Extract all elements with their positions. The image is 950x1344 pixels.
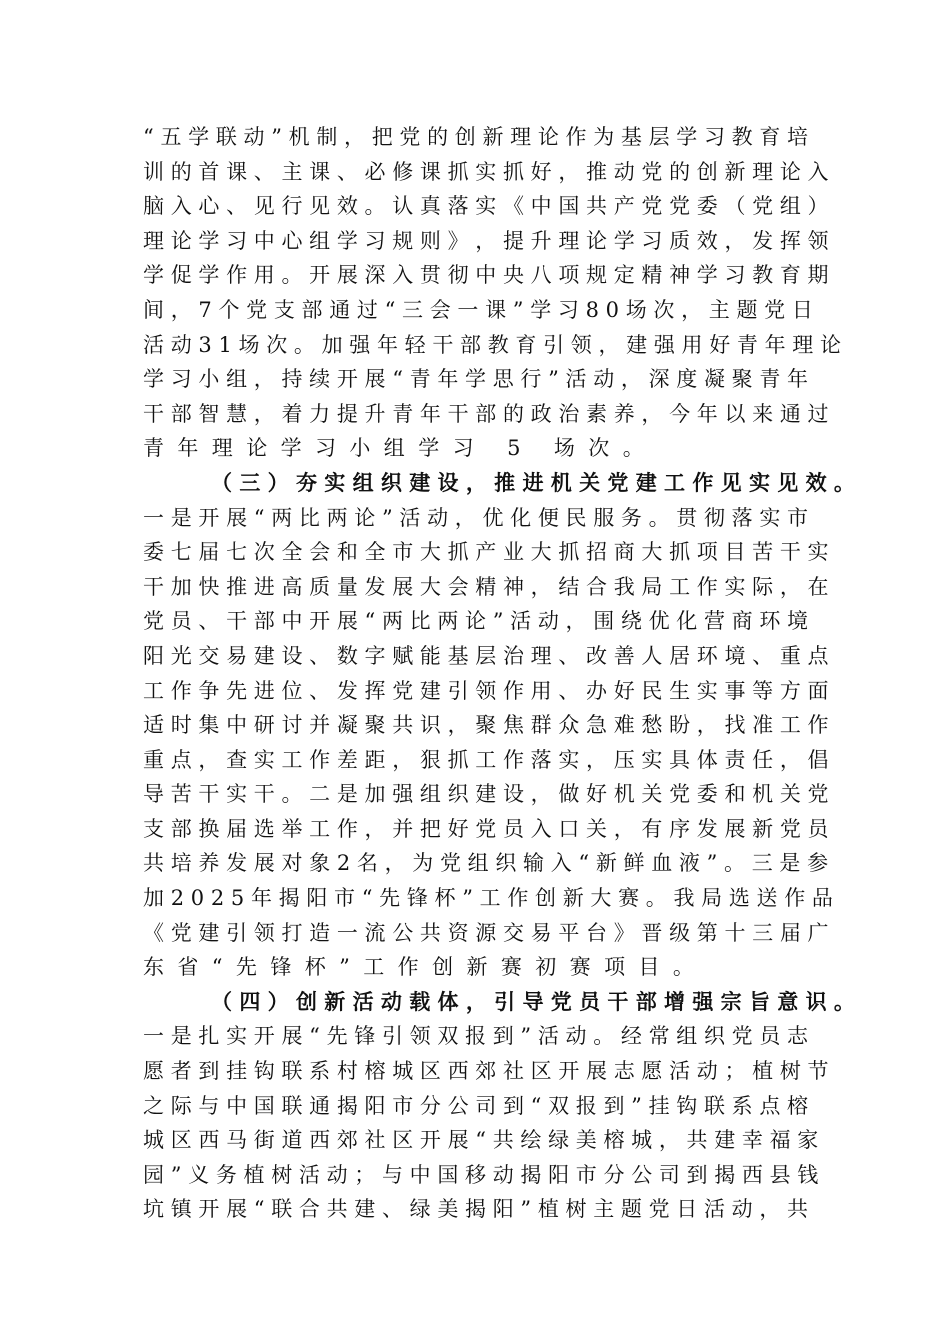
document-page bbox=[143, 120, 855, 1227]
paragraph-line: 干 加 快 推 进 高 质 量 发 展 大 会 精 神 ， 结 合 我 局 工 作 实 际 ， 在 bbox=[143, 574, 829, 599]
paragraph-line: 阳 光 交 易 建 设 、 数 字 赋 能 基 层 治 理 、 改 善 人 居 环 境 、 重 点 bbox=[143, 643, 829, 668]
paragraph-line: 愿 者 到 挂 钩 联 系 村 榕 城 区 西 郊 社 区 开 展 志 愿 活 动 ； 植 树 节 bbox=[143, 1059, 829, 1084]
paragraph-line: 重 点 ， 查 实 工 作 差 距 ， 狠 抓 工 作 落 实 ， 压 实 具 体 责 任 ， 倡 bbox=[143, 747, 829, 772]
section-heading-3: （ 三 ） 夯 实 组 织 建 设 ， 推 进 机 关 党 建 工 作 见 实 见 效 。 bbox=[211, 469, 855, 495]
paragraph-line: 共 培 养 发 展 对 象 2 名 ， 为 党 组 织 输 入 “ 新 鲜 血 液 ” 。 三 是 参 bbox=[143, 851, 829, 876]
paragraph-line: 加 2 0 2 5 年 揭 阳 市 “ 先 锋 杯 ” 工 作 创 新 大 赛 。 我 局 选 送 作 品 bbox=[143, 886, 833, 911]
paragraph-line: 学 习 小 组 ， 持 续 开 展 “ 青 年 学 思 行 ” 活 动 ， 深 度 凝 聚 青 年 bbox=[143, 367, 808, 392]
paragraph-line: 工 作 争 先 进 位 、 发 挥 党 建 引 领 作 用 、 办 好 民 生 实 事 等 方 面 bbox=[143, 678, 829, 703]
paragraph-line: 活 动 3 1 场 次 。 加 强 年 轻 干 部 教 育 引 领 ， 建 强 用 好 青 年 理 论 bbox=[143, 332, 841, 357]
paragraph-line: 一 是 扎 实 开 展 “ 先 锋 引 领 双 报 到 ” 活 动 。 经 常 组 织 党 员 志 bbox=[143, 1024, 808, 1049]
paragraph-line: 学 促 学 作 用 。 开 展 深 入 贯 彻 中 央 八 项 规 定 精 神 学 习 教 育 期 bbox=[143, 263, 829, 288]
paragraph-line: 园 ” 义 务 植 树 活 动 ； 与 中 国 移 动 揭 阳 市 分 公 司 到 揭 西 县 钱 bbox=[143, 1162, 819, 1187]
paragraph-line: 适 时 集 中 研 讨 并 凝 聚 共 识 ， 聚 焦 群 众 急 难 愁 盼 ， 找 准 工 作 bbox=[143, 713, 829, 738]
paragraph-line: 委 七 届 七 次 全 会 和 全 市 大 抓 产 业 大 抓 招 商 大 抓 项 目 苦 干 实 bbox=[143, 540, 829, 565]
section-heading-4: （ 四 ） 创 新 活 动 载 体 ， 引 导 党 员 干 部 增 强 宗 旨 意 识 。 bbox=[211, 988, 855, 1014]
paragraph-line: 党 员 、 干 部 中 开 展 “ 两 比 两 论 ” 活 动 ， 围 绕 优 化 营 商 环 境 bbox=[143, 609, 808, 634]
paragraph-line: 脑 入 心 、 见 行 见 效 。 认 真 落 实 《 中 国 共 产 党 党 委 （ 党 组 ） bbox=[143, 194, 829, 219]
paragraph-line: 一 是 开 展 “ 两 比 两 论 ” 活 动 ， 优 化 便 民 服 务 。 贯 彻 落 实 市 bbox=[143, 505, 808, 530]
paragraph-line: 之 际 与 中 国 联 通 揭 阳 市 分 公 司 到 “ 双 报 到 ” 挂 钩 联 系 点 榕 bbox=[143, 1093, 808, 1118]
paragraph-line: “ 五 学 联 动 ” 机 制 ， 把 党 的 创 新 理 论 作 为 基 层 学 习 教 育 培 bbox=[143, 125, 808, 149]
paragraph-line: 间 ， 7 个 党 支 部 通 过 “ 三 会 一 课 ” 学 习 8 0 场 次 ， 主 题 党 日 bbox=[143, 297, 813, 322]
paragraph-line: 东省“先锋杯”工作创新赛初赛项目。 bbox=[143, 955, 708, 980]
paragraph-line: 《 党 建 引 领 打 造 一 流 公 共 资 源 交 易 平 台 》 晋 级 第 十 三 届 广 bbox=[143, 920, 829, 945]
paragraph-line: 青年理论学习小组学习 5 场次。 bbox=[143, 436, 658, 461]
paragraph-line: 理 论 学 习 中 心 组 学 习 规 则 》 ， 提 升 理 论 学 习 质 效 ， 发 挥 领 bbox=[143, 228, 829, 253]
paragraph-line: 干 部 智 慧 ， 着 力 提 升 青 年 干 部 的 政 治 素 养 ， 今 年 以 来 通 过 bbox=[143, 401, 829, 426]
paragraph-line: 训 的 首 课 、 主 课 、 必 修 课 抓 实 抓 好 ， 推 动 党 的 创 新 理 论 入 bbox=[143, 159, 829, 184]
paragraph-line: 支 部 换 届 选 举 工 作 ， 并 把 好 党 员 入 口 关 ， 有 序 发 展 新 党 员 bbox=[143, 816, 829, 841]
paragraph-line: 坑 镇 开 展 “ 联 合 共 建 、 绿 美 揭 阳 ” 植 树 主 题 党 日 活 动 ， 共 bbox=[143, 1197, 808, 1222]
paragraph-line: 导 苦 干 实 干 。 二 是 加 强 组 织 建 设 ， 做 好 机 关 党 委 和 机 关 党 bbox=[143, 782, 829, 807]
paragraph-line: 城 区 西 马 街 道 西 郊 社 区 开 展 “ 共 绘 绿 美 榕 城 ， 共 建 幸 福 家 bbox=[143, 1128, 819, 1153]
